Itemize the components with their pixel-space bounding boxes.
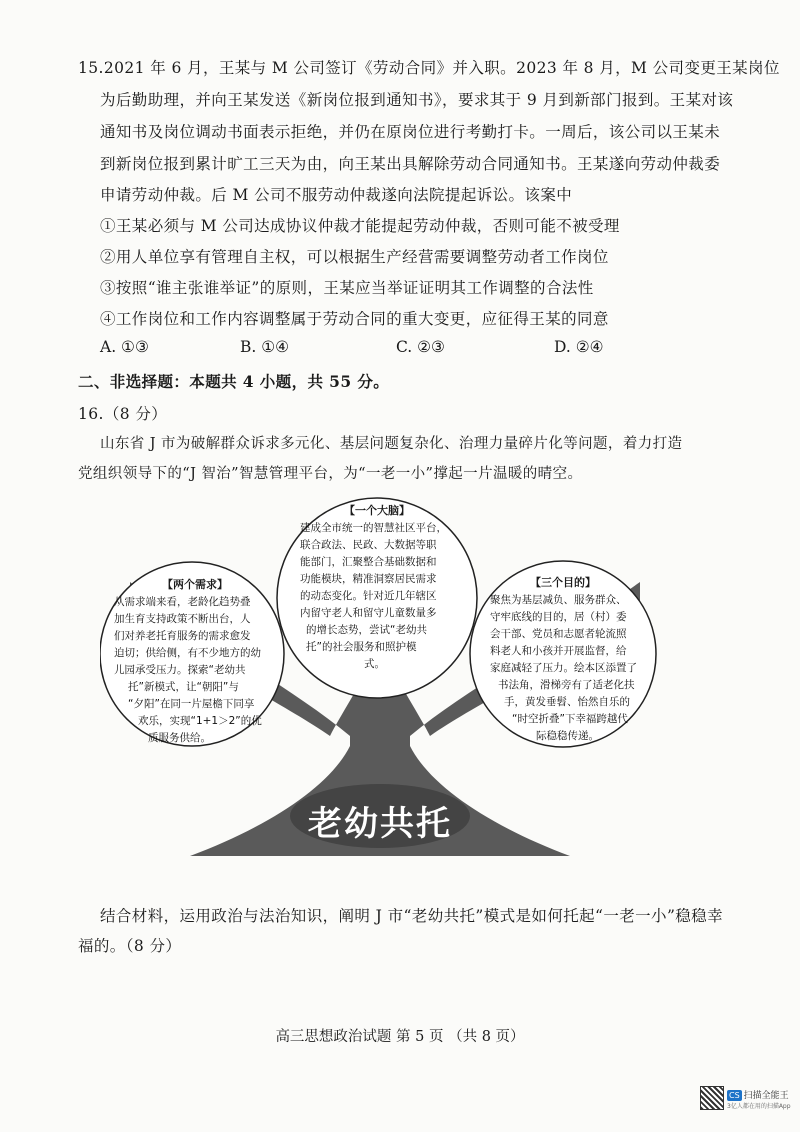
q15-statement-4: ④工作岗位和工作内容调整属于劳动合同的重大变更，应征得王某的同意	[100, 310, 609, 328]
center-line: 功能模块，精准洞察居民需求	[300, 573, 437, 585]
center-line: 的增长态势，尝试“老幼共	[306, 624, 427, 636]
center-line: 式。	[364, 658, 385, 670]
q15-option-c: C. ②③	[396, 338, 445, 356]
q15-line-2: 为后勤助理，并向王某发送《新岗位报到通知书》，要求其于 9 月到新部门报到。王某对该	[100, 91, 734, 109]
right-line: 书法角，滑梯旁有了适老化扶	[498, 679, 635, 691]
center-line: 建成全市统一的智慧社区平台，	[300, 522, 447, 534]
center-line: 内留守老人和留守儿童数量多	[300, 607, 437, 619]
left-line: 加生育支持政策不断出台，人	[114, 613, 251, 625]
page-footer: 高三思想政治试题 第 5 页 （共 8 页）	[275, 1029, 525, 1045]
right-line: 家庭减轻了压力。绘本区添置了	[490, 662, 637, 674]
left-line: “夕阳”在同一片屋檐下同享	[128, 698, 255, 710]
right-line: 聚焦为基层减负、服务群众、	[490, 594, 627, 606]
right-line: 守牢底线的目的，居（村）委	[490, 611, 627, 623]
scanner-name: 扫描全能王	[743, 1091, 789, 1101]
q15-statement-3: ③按照“谁主张谁举证”的原则，王某应当举证证明其工作调整的合法性	[100, 279, 594, 297]
scanner-watermark	[727, 1088, 791, 1110]
center-line: 能部门，汇聚整合基础数据和	[300, 556, 437, 568]
q15-option-b: B. ①④	[240, 338, 290, 356]
right-circle-title: 【三个目的】	[530, 576, 596, 589]
cs-logo-icon: CS	[729, 1091, 740, 1100]
right-line: “时空折叠”下幸福跨越代	[512, 713, 628, 725]
q15-line-3: 通知书及岗位调动书面表示拒绝，并仍在原岗位进行考勤打卡。一周后，该公司以王某未	[100, 123, 721, 141]
q15-statement-1: ①王某必须与 M 公司达成协议仲裁才能提起劳动仲裁，否则可能不被受理	[100, 217, 620, 235]
q16-question-1: 结合材料，运用政治与法治知识，阐明 J 市“老幼共托”模式是如何托起“一老一小”稳稳幸	[100, 907, 723, 925]
q15-line-4: 到新岗位报到累计旷工三天为由，向王某出具解除劳动合同通知书。王某遂向劳动仲裁委	[100, 155, 721, 173]
left-line: 们对养老托育服务的需求愈发	[114, 630, 251, 642]
q15-option-d: D. ②④	[554, 338, 604, 356]
right-line: 会干部、党员和志愿者轮流照	[490, 628, 627, 640]
left-circle-title: 【两个需求】	[162, 578, 228, 591]
q16-header: 16.（8 分）	[78, 405, 168, 423]
left-line: 从需求端来看，老龄化趋势叠	[114, 596, 251, 608]
center-circle-text	[300, 520, 470, 673]
q15-statement-2: ②用人单位享有管理自主权，可以根据生产经营需要调整劳动者工作岗位	[100, 248, 609, 266]
right-line: 际稳稳传递。	[536, 730, 599, 742]
left-line: 质服务供给。	[148, 732, 211, 744]
q16-intro-2: 党组织领导下的“J 智治”智慧管理平台，为“一老一小”撑起一片温暖的晴空。	[78, 466, 583, 482]
center-line: 的动态变化。针对近几年辖区	[300, 590, 437, 602]
trunk-label: 老幼共托	[308, 804, 452, 844]
left-line: 迫切；供给侧，有不少地方的幼	[114, 647, 261, 659]
tree-diagram	[100, 486, 660, 866]
q16-question-2: 福的。（8 分）	[78, 937, 182, 955]
q15-option-a: A. ①③	[100, 338, 149, 356]
right-line: 料老人和小孩并开展监督，给	[490, 645, 627, 657]
left-circle-text	[114, 594, 274, 747]
q15-line-1: 15.2021 年 6 月，王某与 M 公司签订《劳动合同》并入职。2023 年 8 月，M 公司变更王某岗位	[78, 59, 780, 77]
center-circle-title: 【一个大脑】	[344, 504, 410, 517]
right-circle-text	[490, 592, 656, 745]
left-line: 儿园承受压力。探索“老幼共	[114, 664, 246, 676]
right-line: 手，黄发垂髫、怡然自乐的	[504, 696, 630, 708]
section-2-heading: 二、非选择题：本题共 4 小题，共 55 分。	[78, 372, 390, 391]
left-line: 托”新模式，让“朝阳”与	[128, 681, 239, 693]
center-line: 托”的社会服务和照护模	[306, 641, 417, 653]
scanner-sub: 3亿人都在用的扫描App	[727, 1103, 791, 1110]
qr-code	[700, 1086, 724, 1110]
center-line: 联合政法、民政、大数据等职	[300, 539, 437, 551]
left-line: 欢乐，实现“1+1＞2”的优	[138, 715, 262, 727]
q16-intro-1: 山东省 J 市为破解群众诉求多元化、基层问题复杂化、治理力量碎片化等问题，着力打造	[100, 436, 683, 452]
q15-line-5: 申请劳动仲裁。后 M 公司不服劳动仲裁遂向法院提起诉讼。该案中	[100, 186, 573, 204]
